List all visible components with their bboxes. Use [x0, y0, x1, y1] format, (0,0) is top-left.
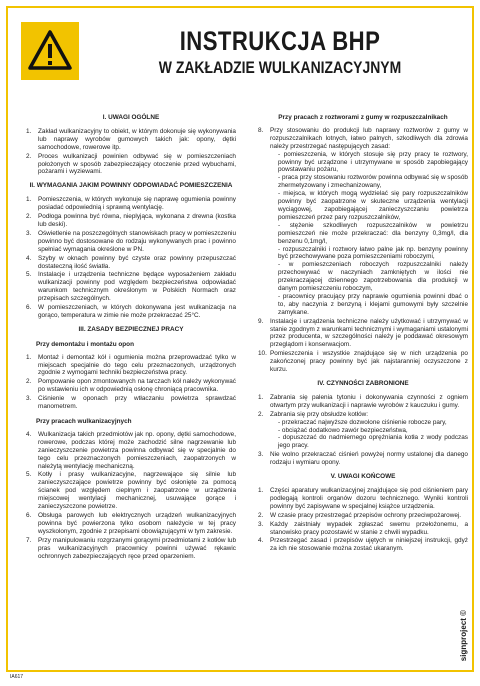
- item-text-block: [270, 127, 468, 317]
- item-number: 6.: [26, 511, 32, 519]
- item-text: Wulkanizacja takich przedmiotów jak np. opony, dętki samochodowe, rowerowe, podczas której może zachodzić silne nagrzewanie lub zanieczyszczenie powietrza powinna odbywać się w specjalnie do tego celu przeznaczonych pomieszczeniach, zaopatrzonych w należytą wentylację mechaniczną.: [38, 430, 236, 470]
- item-text: Pomieszczenia i wszystkie znajdujące się w nich urządzenia po zakończonej pracy powinny być jak najstaranniej oczyszczone z kurzu.: [270, 350, 468, 374]
- item-text: Nie wolno przekraczać ciśnień powyżej normy ustalonej dla danego rodzaju i wymiaru opony.: [270, 451, 468, 467]
- list-item: [26, 512, 236, 536]
- subsection-heading: Przy pracach z roztworami z gumy w rozpuszczalnikach: [278, 114, 448, 121]
- item-number: 10.: [258, 350, 267, 358]
- item-number: 3.: [258, 520, 264, 528]
- item-number: 5.: [26, 271, 32, 279]
- item-number: 7.: [26, 536, 32, 544]
- list-item: [26, 230, 236, 254]
- item-text: Ciśnienie w oponach przy wtłaczaniu powietrza sprawdzać manometrem.: [38, 395, 236, 411]
- dash-item: - miejsca, w których mogą wydzielać się pary rozpuszczalników powinny być zaopatrzone w skuteczne urządzenia wentylacji wyciągowej, zapobiegającej zanieczyszczaniu powietrza pomieszczeń przez pary rozpuszczalników,: [278, 190, 468, 221]
- item-text: Obsługa parowych lub elektrycznych urządzeń wulkanizacyjnych powinna być powierzona tylko osobom należycie w tej pracy wyszkolonym, zgodnie z przepisami obowiązującymi w tym zakresie.: [38, 511, 236, 535]
- item-text: Przy manipulowaniu rozgrzanymi gorącymi przedmiotami z kotłów lub pras wulkanizacyjnych pracownicy powinni używać rękawic ochronnych zabezpieczających ręce przed oparzeniem.: [38, 536, 236, 560]
- item-number: 9.: [258, 317, 264, 325]
- section-heading: III. ZASADY BEZPIECZNEJ PRACY: [78, 325, 184, 333]
- section-list: [26, 431, 236, 561]
- list-item: [258, 394, 468, 410]
- subsection-heading: Przy demontażu i montażu opon: [36, 340, 134, 348]
- product-code: IA617: [10, 674, 24, 680]
- brand-label: signproject ©: [459, 610, 468, 662]
- item-text: Zakład wulkanizacyjny to obiekt, w którym dokonuje się wykonywania lub naprawy wyrobów gumowych takich jak: opony, dętki samochodowe, rowerowe itp.: [38, 127, 236, 151]
- dash-item: - obciążać dodatkowo zawór bezpieczeństwa,: [278, 426, 408, 434]
- item-number: 6.: [26, 304, 32, 312]
- item-text: Instalacje i urządzenia techniczne należy użytkować i utrzymywać w stanie zgodnym z warunkami technicznymi i wymaganiami ustalonymi przez producenta, w szczególności należy je poddawać okresowym przeglądom i konserwacjom.: [270, 317, 468, 349]
- item-number: 1.: [26, 196, 32, 204]
- dash-item: - stężenie szkodliwych rozpuszczalników w powietrzu pomieszczeń nie może przekraczać: dla benzyny 0,3mg/l, dla benzenu 0,1mg/l,: [278, 221, 468, 245]
- list-item: [26, 255, 236, 271]
- section-heading: II. WYMAGANIA JAKIM POWINNY ODPOWIADAĆ POMIESZCZENIA: [29, 182, 233, 190]
- list-item: [26, 271, 236, 303]
- item-text: Przestrzegać zasad i przepisów ujętych w niniejszej instrukcji, gdyż za ich nie stosowanie można zostać ukaranym.: [270, 537, 468, 553]
- list-item: [26, 378, 236, 394]
- list-item: [258, 521, 468, 537]
- dash-item: - przekraczać najwyższe dozwolone ciśnienie robocze pary,: [278, 418, 447, 426]
- left-column: [26, 108, 236, 561]
- section-list: [26, 128, 236, 176]
- warning-icon: [21, 22, 79, 80]
- list-item: [26, 537, 236, 561]
- item-text: Pomieszczenia, w których wykonuje się naprawę ogumienia powinny posiadać odpowiednią i sprawną wentylację.: [38, 196, 236, 212]
- item-number: 4.: [258, 537, 264, 545]
- dash-item: - praca przy stosowaniu roztworów powinna odbywać się w sposób zhermetyzowany i zmechanizowany,: [278, 174, 468, 190]
- item-number: 3.: [258, 451, 264, 459]
- list-item: [258, 537, 468, 553]
- item-number: 2.: [258, 511, 264, 519]
- item-number: 1.: [26, 127, 32, 135]
- item-text: Podłoga powinna być równa, nieplyjąca, wykonana z drewna (kostka lub deski).: [38, 213, 236, 228]
- subsection-heading: Przy pracach wulkanizacyjnych: [36, 418, 132, 425]
- item-text: Każdy zaistniały wypadek zgłaszać swemu przełożonemu, a stanowisko pracy pozostawić w stanie z chwili wypadku.: [270, 520, 468, 536]
- list-item: [26, 395, 236, 411]
- item-text: W czasie pracy przestrzegać przepisów ochrony przeciwpożarowej.: [270, 511, 462, 519]
- dash-item: - w pomieszczeniach roboczych rozpuszczalniki należy przechowywać w naczyniach zamkniętych w ilości nie przekraczającej dziennego zapotrzebowania dla produkcji w danym pomieszczeniu roboczym,: [278, 261, 468, 293]
- page-title: INSTRUKCJA BHP: [179, 26, 381, 56]
- item-number: 1.: [258, 486, 264, 494]
- section-heading: V. UWAGI KOŃCOWE: [330, 473, 396, 481]
- list-item: [26, 304, 236, 320]
- item-text: Oświetlenie na poszczególnych stanowiskach pracy w pomieszczeniu powinno być dostosowane do rodzaju wykonywanych prac i powinno spełniać wymagania określone w PN.: [38, 229, 236, 253]
- list-item: [258, 512, 468, 520]
- item-number: 2.: [26, 152, 32, 160]
- item-number: 4.: [26, 254, 32, 262]
- item-text-block: [270, 411, 468, 451]
- item-number: 2.: [258, 410, 264, 418]
- list-item: [258, 487, 468, 511]
- list-item: [26, 431, 236, 471]
- list-item: [26, 153, 236, 177]
- list-item: [26, 213, 236, 229]
- list-item: [258, 411, 468, 451]
- section-list: [26, 354, 236, 411]
- dash-item: - pracownicy pracujący przy naprawie ogumienia powinni dbać o to, aby naczynia z benzyną i klejami gumowymi były szczelnie zamykane.: [278, 292, 468, 316]
- item-number: 4.: [26, 430, 32, 438]
- dash-item: - rozpuszczalniki i roztwory łatwo palne jak np. benzyny powinny być przechowywane poza pomieszczeniami roboczymi,: [278, 245, 468, 261]
- section-heading: I. UWAGI OGÓLNE: [102, 114, 160, 121]
- item-text: Montaż i demontaż kół i ogumienia można przeprowadzać tylko w miejscach specjalnie do tego celu przeznaczonych, urządzonych zgodnie z wymogami techniki bezpieczeństwa pracy.: [38, 353, 236, 377]
- item-number: 5.: [26, 471, 32, 479]
- item-text: Zabrania się przy obsłudze kotłów:: [270, 410, 369, 418]
- item-number: 2.: [26, 213, 32, 221]
- item-text: W pomieszczeniach, w których dokonywana jest wulkanizacja na gorąco, temperatura w zimie nie może przekraczać 25°C.: [38, 304, 236, 319]
- right-column: [258, 108, 468, 554]
- list-item: [26, 471, 236, 511]
- section-heading: IV. CZYNNOŚCI ZABRONIONE: [317, 380, 409, 387]
- list-item: [26, 128, 236, 152]
- safety-instruction-sign: [6, 6, 474, 672]
- section-list: [26, 196, 236, 320]
- item-number: 2.: [26, 378, 32, 386]
- item-text: Proces wulkanizacji powinien odbywać się w pomieszczeniach położonych w sposób zabezpieczający otoczenie przed wybuchami, pożarami i wyziewami.: [38, 152, 236, 176]
- list-item: [26, 354, 236, 378]
- item-text: Przy stosowaniu do produkcji lub naprawy roztworów z gumy w rozpuszczalnikach lotnych, łatwo palnych, szkodliwych dla zdrowia należy przestrzegać następujących zasad:: [270, 126, 468, 150]
- item-text: Instalacje i urządzenia techniczne będące wyposażeniem zakładu wulkanizacji powinny pod względem bezpieczeństwa odpowiadać warunkom technicznym określonym w Polskich Normach oraz przepisach szczególnych.: [38, 271, 236, 303]
- item-text: Zabrania się palenia tytoniu i dokonywania czynności z ogniem otwartym przy wulkanizacji i naprawie wyrobów z kauczuku i gumy.: [270, 393, 468, 409]
- item-text: Części aparatury wulkanizacyjnej znajdujące się pod ciśnieniem pary podlegają kontroli organów dozoru technicznego. Wyniki kontroli powinny być zapisywane w specjalnej książce urządzenia.: [270, 486, 468, 510]
- list-item: [258, 127, 468, 317]
- page-subtitle: W ZAKŁADZIE WULKANIZACYJNYM: [158, 58, 402, 77]
- item-number: 1.: [258, 393, 264, 401]
- item-number: 3.: [26, 395, 32, 403]
- item-text: Pompowanie opon zmontowanych na tarczach kół należy wykonywać po wstawieniu ich w odpowiednią osłonę chroniącą pracownika.: [38, 378, 236, 394]
- item-number: 1.: [26, 353, 32, 361]
- item-number: 8.: [258, 126, 264, 134]
- header: [8, 8, 472, 90]
- dash-item: - pomieszczenia, w których stosuje się przy pracy te roztwory, powinny być urządzone i utrzymywane w sposób zapobiegający powstawaniu pożaru,: [278, 150, 468, 174]
- list-item: [26, 196, 236, 212]
- list-item: [258, 350, 468, 374]
- item-text: Szyby w oknach powinny być czyste oraz powinny przepuszczać dostateczną ilość światła.: [38, 254, 236, 270]
- list-item: [258, 318, 468, 350]
- dash-item: - dopuszczać do nadmiernego oprężniania kotła z wody podczas jego pracy.: [278, 434, 468, 450]
- list-item: [258, 451, 468, 467]
- item-number: 3.: [26, 229, 32, 237]
- item-text: Kotły i prasy wulkanizacyjne, nagrzewające się silnie lub zanieczyszczające powietrze powinny być osłonięte za pomocą ścianek pod względem cieplnym i zaopatrzone w urządzenia miejscowej wentylacji mechanicznej, usuwające gorące i zanieczyszczone powietrze.: [38, 471, 236, 511]
